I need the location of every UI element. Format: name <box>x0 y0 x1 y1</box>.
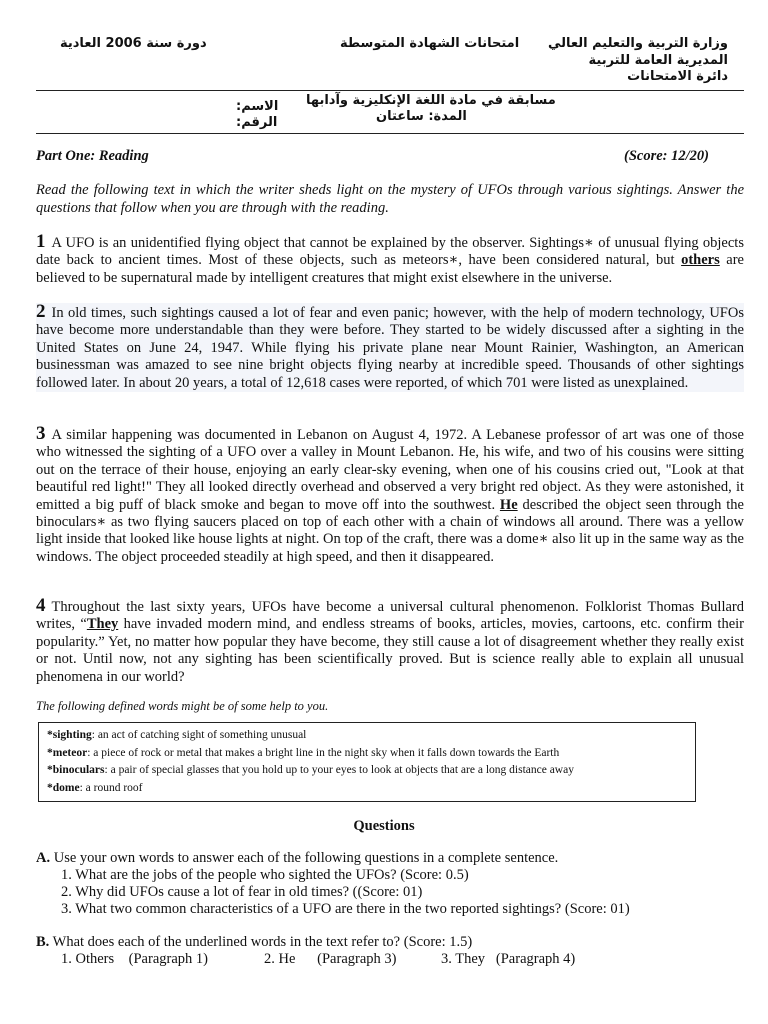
definitions-intro: The following defined words might be of some help to you. <box>36 699 329 713</box>
question-a: A. Use your own words to answer each of the following questions in a complete sentence. 1. What are the jobs of the people who sighted the UFOs? (Score: 0.5) 2. Why did UFOs cause a lot of fear in old times? ((Score: 01) 3. What two common characteristics of a UFO are there in the two reported sightings? (Score: 01) <box>36 850 630 917</box>
part-title: Part One: Reading <box>36 148 149 164</box>
exam-duration: المدة: ساعتان <box>376 109 467 124</box>
exam-session: دورة سنة 2006 العادية <box>60 36 207 51</box>
definition-item: *dome: a round roof <box>47 781 143 794</box>
paragraph-1: 1 A UFO is an unidentified flying object that cannot be explained by the observer. Sightings∗ of unusual flying objects date back to ancient times. Most of these objects, such as meteors∗, have been considered natural, but others are believed to be supernatural made by intelligent creatures that might exist elsewhere in the universe. <box>36 231 744 286</box>
paragraph-number: 3 <box>36 423 46 444</box>
ministry-name: وزارة التربية والتعليم العالي <box>547 36 728 51</box>
paragraph-number: 2 <box>36 301 46 322</box>
question-a-item: 2. Why did UFOs cause a lot of fear in old times? ((Score: 01) <box>61 884 423 900</box>
definitions-box <box>38 722 696 802</box>
definition-item: *binoculars: a pair of special glasses that you hold up to your eyes to look at objects that are a long distance away <box>47 764 574 776</box>
paragraph-number: 1 <box>36 231 46 252</box>
definition-item: *meteor: a piece of rock or metal that makes a bright line in the night sky when it falls down towards the Earth <box>47 746 560 759</box>
question-b: B. What does each of the underlined words in the text refer to? (Score: 1.5) 1. Others (Paragraph 1) 2. He (Paragraph 3) 3. They (Paragraph 4) <box>36 934 576 967</box>
question-a-item: 3. What two common characteristics of a UFO are there in the two reported sightings? (Score: 01) <box>61 901 630 917</box>
name-label: الاسم: <box>236 99 279 114</box>
underlined-word-they: They <box>86 616 119 633</box>
question-b-item: 1. Others (Paragraph 1) <box>61 951 208 967</box>
directorate-name: المديرية العامة للتربية <box>588 53 728 68</box>
question-a-item: 1. What are the jobs of the people who sighted the UFOs? (Score: 0.5) <box>61 867 469 883</box>
question-b-item: 3. They (Paragraph 4) <box>441 951 576 967</box>
part-score: (Score: 12/20) <box>624 148 709 164</box>
definition-item: *sighting: an act of catching sight of something unusual <box>47 729 307 741</box>
paragraph-2: 2 In old times, such sightings caused a lot of fear and even panic; however, with the help of modern technology, UFOs have become more understandable than they were before. They started to be widely discussed after a sighting in the United States on June 24, 1947. While flying his private plane near Mount Rainier, Washington, an American businessman was amazed to see nine bright objects flying nearby at incredible speed. Thousands of other sightings followed later. In about 20 years, a total of 12,618 cases were reported, of which 701 were listed as unexplained. <box>36 301 744 391</box>
underlined-word-others: others <box>681 252 720 269</box>
paragraph-number: 4 <box>36 595 46 616</box>
number-label: الرقم: <box>236 115 278 130</box>
question-b-item: 2. He (Paragraph 3) <box>264 951 397 967</box>
questions-heading: Questions <box>353 818 415 834</box>
underlined-word-he: He <box>499 496 518 513</box>
exam-name: امتحانات الشهادة المتوسطة <box>340 36 520 51</box>
department-name: دائرة الامتحانات <box>627 69 728 84</box>
subject-title: مسابقة في مادة اللغة الإنكليزية وآدابها <box>306 93 556 108</box>
reading-instructions: Read the following text in which the writer sheds light on the mystery of UFOs through various sightings. Answer the questions that follow when you are through with the reading. <box>36 182 744 216</box>
paragraph-4: 4 Throughout the last sixty years, UFOs have become a universal cultural phenomenon. Folklorist Thomas Bullard writes, “They have invaded modern mind, and endless streams of books, articles, movies, cartoons, etc. confirm their popularity.” Yet, no matter how popular they have become, they still cause a lot of disagreement whether they really exist or not. Until now, not any sighting has been scientifically proved. But is science really able to explain all unusual phenomena in our world? <box>36 595 744 685</box>
exam-title-box <box>36 90 744 134</box>
paragraph-3: 3 A similar happening was documented in Lebanon on August 4, 1972. A Lebanese professor of art was one of those who witnessed the sighting of a UFO over a valley in Mount Lebanon. He, his wife, and two of his cousins were sitting out on the terrace of their house, enjoying an early clear-sky evening, when one of his cousins cried out, "Look at that beautiful red light!" They all looked directly overhead and observed a very bright red object. As they were astonished, it emitted a big puff of black smoke and began to move off into the southwest. He described the object seen through the binoculars∗ as two flying saucers placed on top of each other with a chain of windows all around. There was a yellow light inside that looked like house lights at night. On top of the craft, there was a dome∗ also lit up in the same way as the windows. The object proceeded steadily at high speed, and then it disappeared. <box>36 423 744 565</box>
